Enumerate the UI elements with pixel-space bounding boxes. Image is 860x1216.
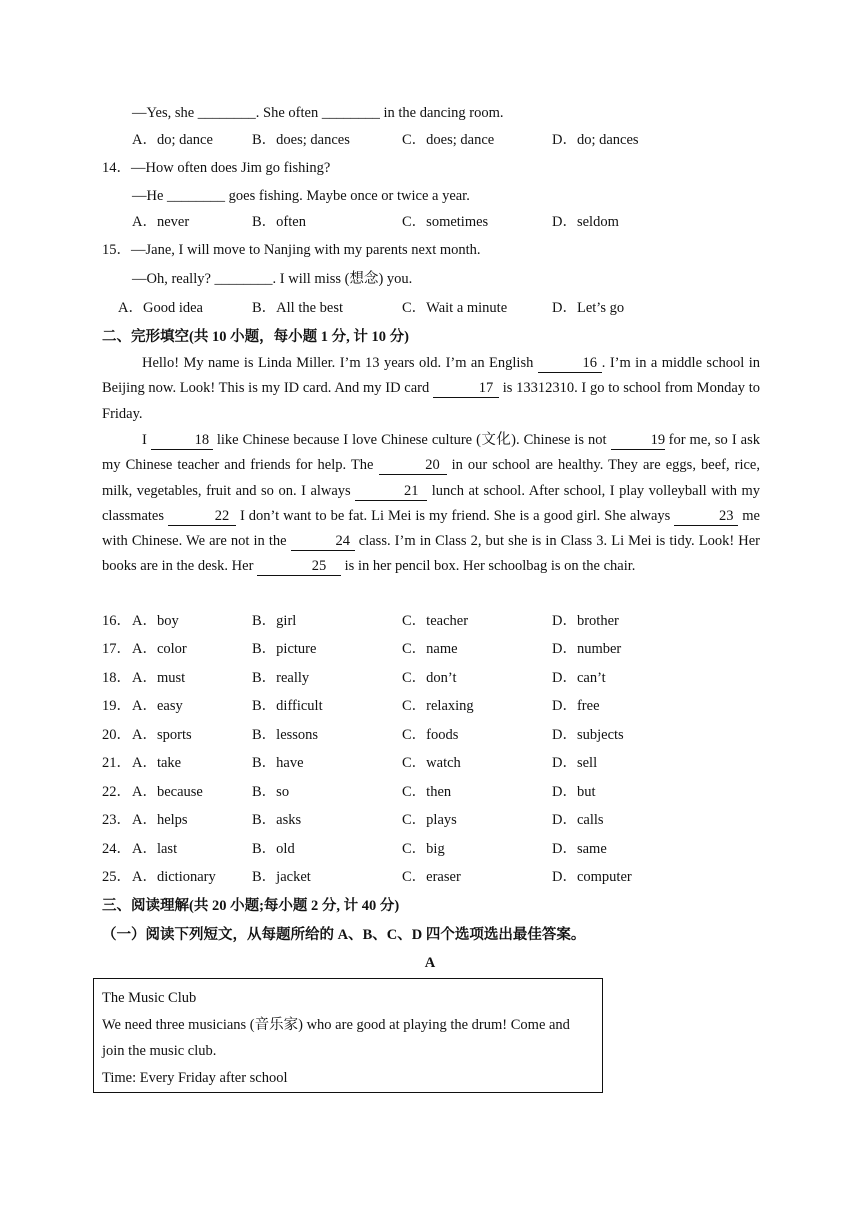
cloze-option-c: C．then <box>402 784 452 800</box>
p2-text-6: I don’t want to be fat. Li Mei is my friend. She is a good girl. She always <box>236 507 675 524</box>
cloze-option-c: C．teacher <box>402 613 469 629</box>
p2-text-4: in our school are healthy. They are eggs, beef, rice, milk, vegetables, fruit and so on. I always <box>102 457 760 499</box>
cloze-option-d: D．calls <box>552 812 604 828</box>
section3-instruction: （一）阅读下列短文，从每题所给的 A、B、C、D 四个选项选出最佳答案。 <box>102 927 586 943</box>
notice-title: The Music Club <box>102 990 197 1006</box>
cloze-option-b: B．really <box>252 670 310 686</box>
cloze-option-d: D．but <box>552 784 596 800</box>
cloze-option-d: D．number <box>552 641 622 657</box>
cloze-option-c: C．relaxing <box>402 698 474 714</box>
blank-16: 16 <box>538 355 602 373</box>
p1-text-3: is 13312310. I go to school from Monday to Friday. <box>102 380 760 422</box>
cloze-option-d: D．subjects <box>552 727 624 743</box>
cloze-option-c: C．eraser <box>402 869 461 885</box>
cloze-option-a: A．last <box>132 841 178 857</box>
cloze-paragraph-1 <box>102 351 760 427</box>
cloze-question-number: 25． <box>102 869 131 885</box>
q14-option-a: A．never <box>132 214 190 230</box>
q13-option-b: B．does; dances <box>252 132 350 148</box>
q15-option-d: D．Let’s go <box>552 300 625 316</box>
cloze-option-a: A．take <box>132 755 182 771</box>
q14-question: 14．—How often does Jim go fishing? <box>102 160 331 176</box>
section2-heading: 二、完形填空(共 10 小题，每小题 1 分, 计 10 分) <box>102 329 409 345</box>
p2-text-8: class. I’m in Class 2, but she is in Class 3. Li Mei is tidy. Look! Her books are in the desk. Her <box>102 533 760 575</box>
p2-text-5: lunch at school. After school, I play volleyball with my classmates <box>102 482 760 524</box>
cloze-option-b: B．picture <box>252 641 317 657</box>
cloze-question-number: 24． <box>102 841 131 857</box>
p2-text-9: is in her pencil box. Her schoolbag is on the chair. <box>341 558 636 575</box>
blank-18: 18 <box>151 432 213 450</box>
q14-option-d: D．seldom <box>552 214 619 230</box>
q15-option-b: B．All the best <box>252 300 344 316</box>
cloze-paragraph-2 <box>102 428 760 580</box>
q15-option-c: C．Wait a minute <box>402 300 508 316</box>
blank-24: 24 <box>291 533 355 551</box>
notice-line-2: We need three musicians (音乐家) who are good at playing the drum! Come and <box>102 1016 570 1033</box>
cloze-option-a: A．helps <box>132 812 188 828</box>
cloze-option-b: B．lessons <box>252 727 319 743</box>
blank-23: 23 <box>674 508 738 526</box>
cloze-option-a: A．boy <box>132 613 179 629</box>
blank-20: 20 <box>379 457 447 475</box>
cloze-option-b: B．so <box>252 784 290 800</box>
section3-heading: 三、阅读理解(共 20 小题;每小题 2 分, 计 40 分) <box>102 898 400 914</box>
blank-17: 17 <box>433 380 499 398</box>
p2-text-3: for me, so I ask my Chinese teacher and friends for help. The <box>102 432 760 474</box>
cloze-option-a: A．dictionary <box>132 869 216 885</box>
cloze-question-number: 18． <box>102 670 131 686</box>
cloze-option-d: D．can’t <box>552 670 606 686</box>
cloze-option-a: A．sports <box>132 727 192 743</box>
cloze-option-b: B．have <box>252 755 304 771</box>
cloze-option-c: C．don’t <box>402 670 457 686</box>
q15-question: 15．—Jane, I will move to Nanjing with my parents next month. <box>102 242 481 258</box>
cloze-option-b: B．asks <box>252 812 302 828</box>
blank-25: 25 <box>257 558 341 576</box>
cloze-option-a: A．must <box>132 670 186 686</box>
cloze-question-number: 23． <box>102 812 131 828</box>
cloze-option-c: C．plays <box>402 812 457 828</box>
cloze-option-c: C．watch <box>402 755 461 771</box>
p1-text-2: . I’m in a middle school in Beijing now. Look! This is my ID card. And my ID card <box>102 355 760 397</box>
q13-option-d: D．do; dances <box>552 132 639 148</box>
q14-option-b: B．often <box>252 214 306 230</box>
q14-answer-line: —He ________ goes fishing. Maybe once or twice a year. <box>132 188 470 204</box>
cloze-question-number: 19． <box>102 698 131 714</box>
notice-line-3: join the music club. <box>102 1043 217 1060</box>
p2-text-1: I <box>142 432 151 448</box>
p2-text-2: like Chinese because I love Chinese culture (文化). Chinese is not <box>212 432 611 448</box>
cloze-option-b: B．jacket <box>252 869 311 885</box>
cloze-question-number: 17． <box>102 641 131 657</box>
blank-21: 21 <box>355 483 427 501</box>
cloze-option-d: D．sell <box>552 755 598 771</box>
cloze-option-b: B．difficult <box>252 698 323 714</box>
cloze-question-number: 21． <box>102 755 131 771</box>
cloze-option-d: D．computer <box>552 869 632 885</box>
q13-option-c: C．does; dance <box>402 132 495 148</box>
music-club-notice <box>93 978 603 1093</box>
cloze-option-d: D．same <box>552 841 607 857</box>
blank-19: 19 <box>611 432 665 450</box>
q15-answer-line: —Oh, really? ________. I will miss (想念) you. <box>132 271 413 287</box>
q13-answer-line: —Yes, she ________. She often ________ in the dancing room. <box>132 105 504 121</box>
p1-text-1: Hello! My name is Linda Miller. I’m 13 years old. I’m an English <box>142 355 538 371</box>
cloze-option-a: A．easy <box>132 698 183 714</box>
cloze-option-d: D．brother <box>552 613 619 629</box>
cloze-option-c: C．foods <box>402 727 459 743</box>
blank-22: 22 <box>168 508 236 526</box>
cloze-option-a: A．color <box>132 641 187 657</box>
notice-time: Time: Every Friday after school <box>102 1069 288 1086</box>
passage-label: A <box>424 955 436 971</box>
q13-option-a: A．do; dance <box>132 132 213 148</box>
q14-option-c: C．sometimes <box>402 214 489 230</box>
cloze-option-a: A．because <box>132 784 203 800</box>
cloze-option-c: C．big <box>402 841 445 857</box>
cloze-option-c: C．name <box>402 641 458 657</box>
cloze-question-number: 20． <box>102 727 131 743</box>
cloze-option-d: D．free <box>552 698 600 714</box>
q15-option-a: A．Good idea <box>118 300 203 316</box>
cloze-question-number: 22． <box>102 784 131 800</box>
cloze-question-number: 16． <box>102 613 131 629</box>
cloze-option-b: B．old <box>252 841 295 857</box>
cloze-option-b: B．girl <box>252 613 297 629</box>
p2-text-7: me with Chinese. We are not in the <box>102 507 760 550</box>
